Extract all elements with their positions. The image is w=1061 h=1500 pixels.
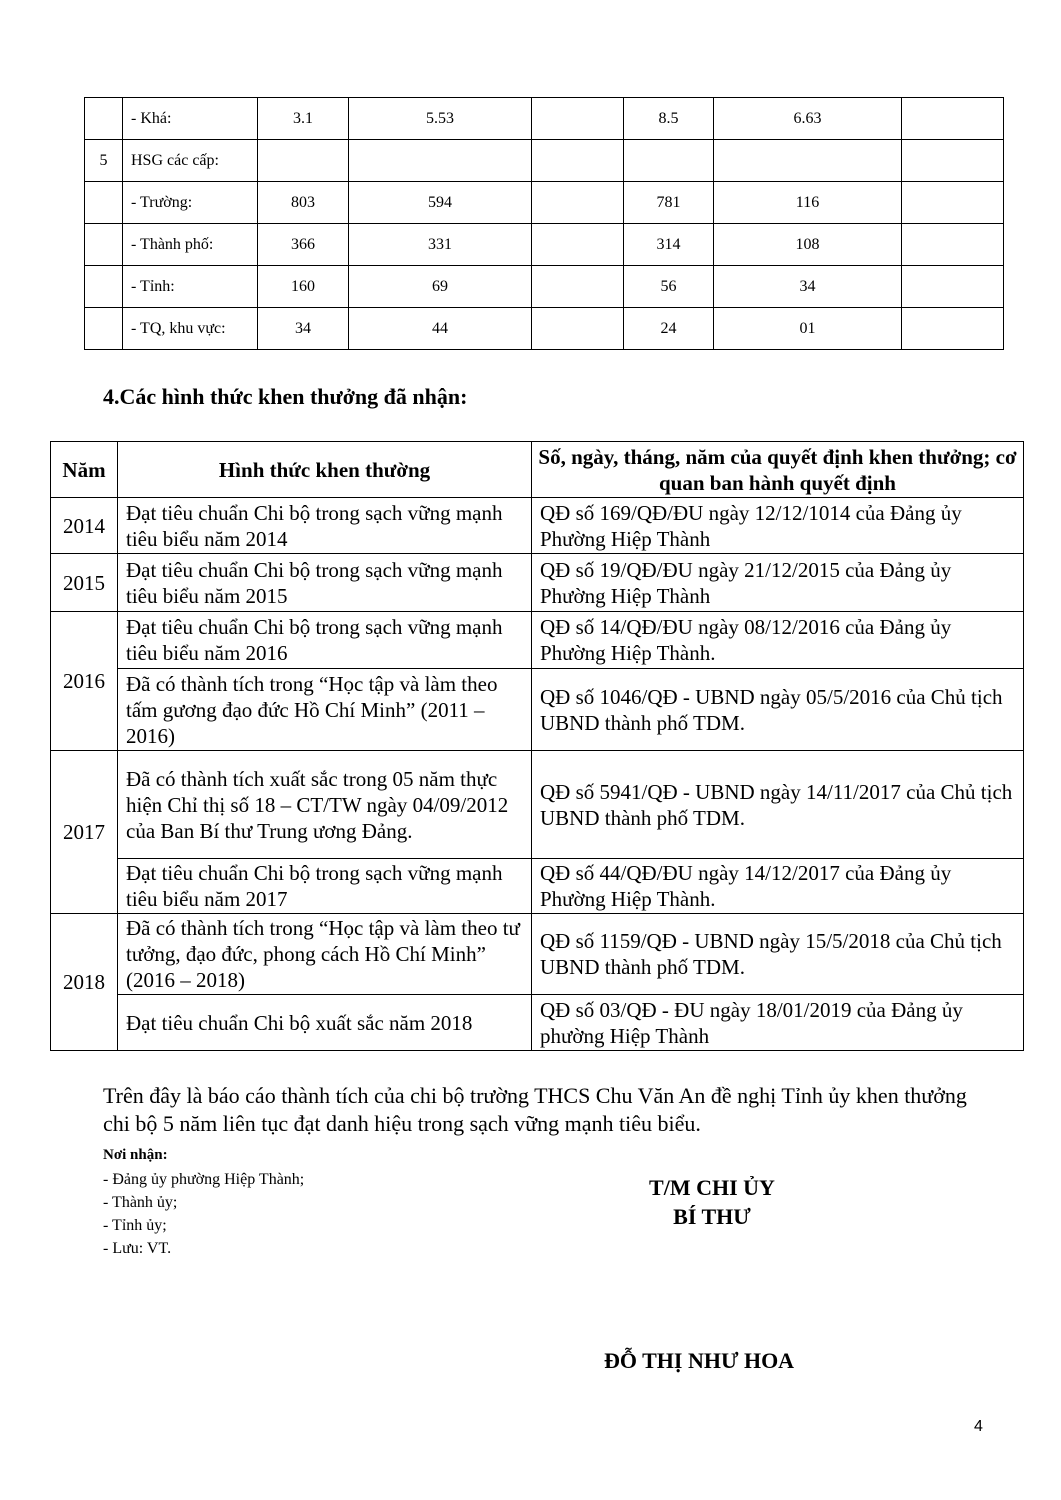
- award-decision: QĐ số 1159/QĐ - UBND ngày 15/5/2018 của Chủ tịch UBND thành phố TDM.: [532, 914, 1024, 995]
- recipient-item: - Tỉnh ủy;: [103, 1217, 167, 1234]
- stats-row-label: - Thành phố:: [123, 224, 258, 266]
- award-row: [51, 554, 1024, 612]
- award-decision: QĐ số 03/QĐ - ĐU ngày 18/01/2019 của Đảng ủy phường Hiệp Thành: [532, 995, 1024, 1051]
- award-row: [51, 859, 1024, 914]
- award-row: [51, 914, 1024, 995]
- recipients-title: Nơi nhận:: [103, 1147, 168, 1163]
- award-decision: QĐ số 5941/QĐ - UBND ngày 14/11/2017 của Chủ tịch UBND thành phố TDM.: [532, 751, 1024, 859]
- stats-row-label: HSG các cấp:: [123, 140, 258, 182]
- award-form: Đạt tiêu chuẩn Chi bộ trong sạch vững mạnh tiêu biểu năm 2017: [118, 859, 532, 914]
- stats-row: - Khá: 3.1 5.53 8.5 6.63: [85, 98, 1004, 140]
- stats-row: - Tỉnh: 160 69 56 34: [85, 266, 1004, 308]
- header-year: Năm: [51, 442, 118, 498]
- stats-row: 5 HSG các cấp:: [85, 140, 1004, 182]
- recipient-item: - Lưu: VT.: [103, 1240, 172, 1257]
- award-year: 2015: [51, 554, 118, 612]
- signature-title: T/M CHI ỦY: [649, 1175, 775, 1200]
- closing-paragraph: Trên đây là báo cáo thành tích của chi bộ trường THCS Chu Văn An đề nghị Tỉnh ủy khen thưởng chi bộ 5 năm liên tục đạt danh hiệu trong sạch vững mạnh tiêu biểu.: [103, 1083, 967, 1136]
- award-year: 2018: [51, 914, 118, 1051]
- section-heading: 4.Các hình thức khen thưởng đã nhận:: [103, 384, 468, 409]
- page-number: 4: [974, 1418, 983, 1435]
- signature-position: BÍ THƯ: [673, 1204, 751, 1229]
- award-decision: QĐ số 44/QĐ/ĐU ngày 14/12/2017 của Đảng ủy Phường Hiệp Thành.: [532, 859, 1024, 914]
- award-decision: QĐ số 1046/QĐ - UBND ngày 05/5/2016 của Chủ tịch UBND thành phố TDM.: [532, 669, 1024, 751]
- award-row: [51, 498, 1024, 554]
- award-decision: QĐ số 19/QĐ/ĐU ngày 21/12/2015 của Đảng ủy Phường Hiệp Thành: [532, 554, 1024, 612]
- award-row: [51, 669, 1024, 751]
- stats-row-label: - Trường:: [123, 182, 258, 224]
- header-form: Hình thức khen thường: [118, 442, 532, 498]
- stats-row-label: - Tỉnh:: [123, 266, 258, 308]
- stats-row: - Trường: 803 594 781 116: [85, 182, 1004, 224]
- recipients-list: [103, 1168, 304, 1260]
- award-row: [51, 612, 1024, 669]
- award-decision: QĐ số 14/QĐ/ĐU ngày 08/12/2016 của Đảng ủy Phường Hiệp Thành.: [532, 612, 1024, 669]
- stats-table: [84, 97, 1004, 350]
- award-row: [51, 751, 1024, 859]
- stats-row-label: - TQ, khu vực:: [123, 308, 258, 350]
- awards-table: [50, 441, 1024, 1051]
- award-row: [51, 995, 1024, 1051]
- award-decision: QĐ số 169/QĐ/ĐU ngày 12/12/1014 của Đảng ủy Phường Hiệp Thành: [532, 498, 1024, 554]
- award-form: Đã có thành tích trong “Học tập và làm theo tấm gương đạo đức Hồ Chí Minh” (2011 – 2016): [118, 669, 532, 751]
- signer-name: ĐỖ THỊ NHƯ HOA: [604, 1348, 795, 1373]
- recipient-item: - Đảng ủy phường Hiệp Thành;: [103, 1171, 305, 1188]
- award-form: Đạt tiêu chuẩn Chi bộ trong sạch vững mạnh tiêu biểu năm 2014: [118, 498, 532, 554]
- award-form: Đạt tiêu chuẩn Chi bộ trong sạch vững mạnh tiêu biểu năm 2015: [118, 554, 532, 612]
- award-form: Đã có thành tích trong “Học tập và làm theo tư tưởng, đạo đức, phong cách Hồ Chí Minh” (2016 – 2018): [118, 914, 532, 995]
- stats-row: - Thành phố: 366 331 314 108: [85, 224, 1004, 266]
- award-form: Đạt tiêu chuẩn Chi bộ trong sạch vững mạnh tiêu biểu năm 2016: [118, 612, 532, 669]
- award-form: Đạt tiêu chuẩn Chi bộ xuất sắc năm 2018: [118, 995, 532, 1051]
- header-decision: Số, ngày, tháng, năm của quyết định khen thưởng; cơ quan ban hành quyết định: [532, 442, 1024, 498]
- stats-row: - TQ, khu vực: 34 44 24 01: [85, 308, 1004, 350]
- award-year: 2016: [51, 612, 118, 751]
- award-year: 2017: [51, 751, 118, 914]
- award-year: 2014: [51, 498, 118, 554]
- stats-row-label: - Khá:: [123, 98, 258, 140]
- award-form: Đã có thành tích xuất sắc trong 05 năm thực hiện Chỉ thị số 18 – CT/TW ngày 04/09/2012 của Ban Bí thư Trung ương Đảng.: [118, 751, 532, 859]
- recipient-item: - Thành ủy;: [103, 1194, 178, 1211]
- awards-header-row: [51, 442, 1024, 498]
